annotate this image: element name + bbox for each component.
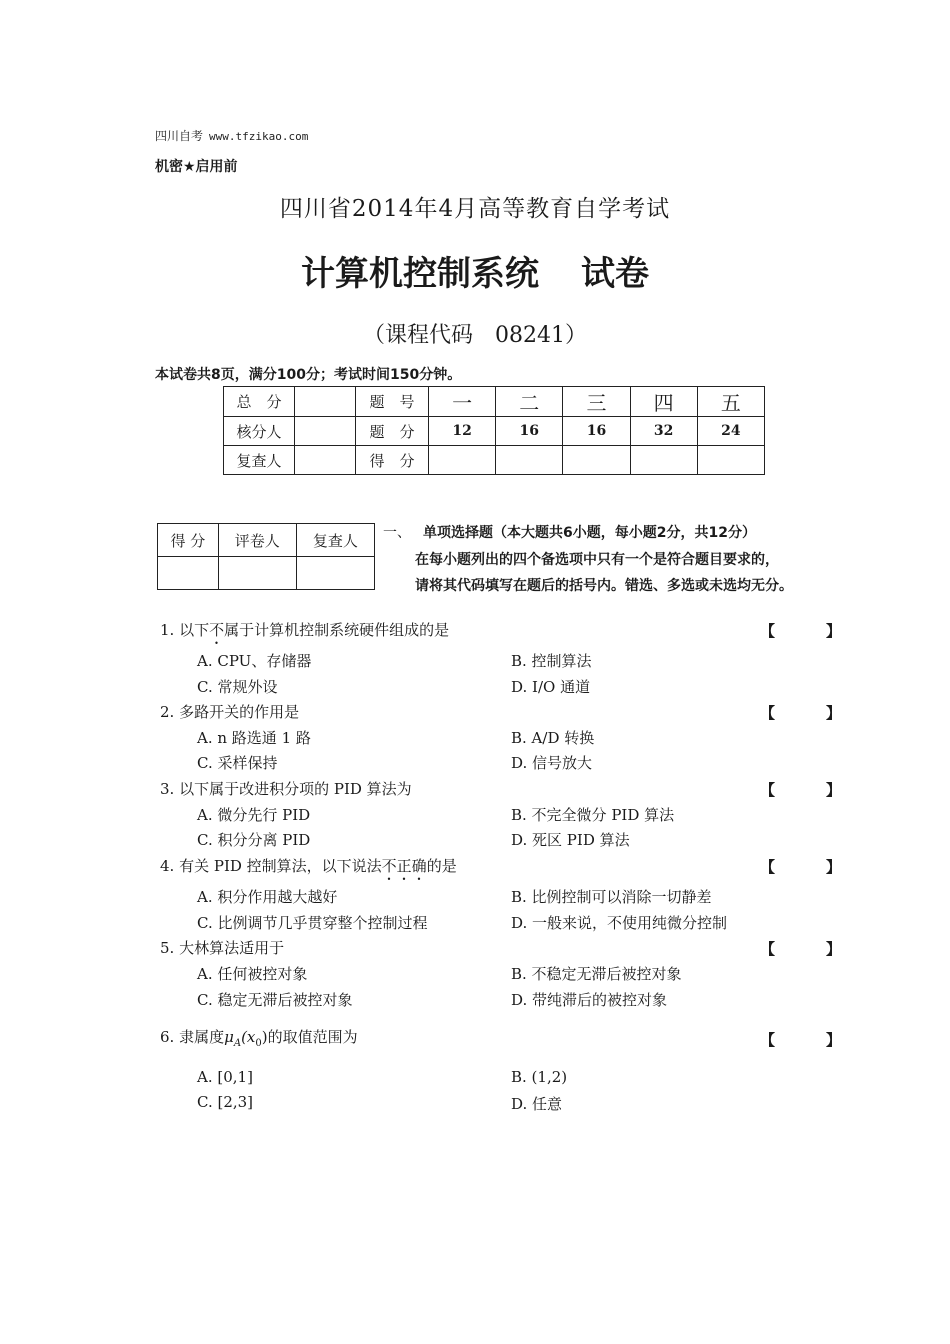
exam-info: 本试卷共8页，满分100分；考试时间150分钟。 (155, 367, 462, 383)
option-c: C. 比例调节几乎贯穿整个控制过程 (197, 914, 428, 932)
answer-bracket-left: 【 (760, 1031, 776, 1049)
answer-bracket-left: 【 (760, 940, 776, 958)
question-6: 6. 隶属度$\mu_A(x_0)$的取值范围为 (160, 1028, 358, 1049)
question-1: 1. 以下不属于计算机控制系统硬件组成的是 (160, 621, 450, 639)
checker-value (295, 417, 356, 446)
question-no-label: 题 号 (356, 387, 429, 417)
question-no-5: 五 (697, 387, 764, 417)
answer-bracket-right: 】 (826, 1031, 842, 1049)
option-a: A. 积分作用越大越好 (197, 888, 338, 906)
option-b: B. 控制算法 (511, 652, 592, 670)
earned-3 (563, 446, 630, 475)
earned-4 (630, 446, 697, 475)
total-score-value (295, 387, 356, 417)
option-d: D. 信号放大 (511, 754, 593, 772)
option-a: A. 任何被控对象 (197, 965, 308, 983)
reviewer-label: 复查人 (224, 446, 295, 475)
option-c: C. 稳定无滞后被控对象 (197, 991, 353, 1009)
option-b: B. 比例控制可以消除一切静差 (511, 888, 712, 906)
grader-table (157, 523, 375, 590)
points-5: 24 (697, 417, 764, 446)
total-score-label: 总 分 (224, 387, 295, 417)
answer-bracket-right: 】 (826, 622, 842, 640)
score-row-earned (224, 446, 765, 475)
site-name: 四川自考 (155, 129, 204, 143)
exam-title: 四川省2014年4月高等教育自学考试 (279, 196, 671, 222)
option-d: D. 死区 PID 算法 (511, 831, 630, 849)
option-d: D. 带纯滞后的被控对象 (511, 991, 668, 1009)
earned-5 (697, 446, 764, 475)
question-5: 5. 大林算法适用于 (160, 939, 285, 957)
question-no-4: 四 (630, 387, 697, 417)
option-a: A. CPU、存储器 (197, 652, 312, 670)
grader-score-cell (158, 557, 219, 590)
option-b: B. 不稳定无滞后被控对象 (511, 965, 682, 983)
answer-bracket-right: 】 (826, 858, 842, 876)
section-title: 一、 单项选择题（本大题共6小题，每小题2分，共12分） (383, 525, 756, 541)
question-3: 3. 以下属于改进积分项的 PID 算法为 (160, 780, 412, 798)
section-note-1: 在每小题列出的四个备选项中只有一个是符合题目要求的， (415, 552, 779, 568)
points-label: 题 分 (356, 417, 429, 446)
question-2: 2. 多路开关的作用是 (160, 703, 300, 721)
option-a: A. n 路选通 1 路 (197, 729, 311, 747)
option-c: C. 常规外设 (197, 678, 278, 696)
option-a: A. 微分先行 PID (197, 806, 311, 824)
question-no-2: 二 (496, 387, 563, 417)
section-number: 一、 (383, 525, 411, 541)
answer-bracket-right: 】 (826, 704, 842, 722)
score-row-points (224, 417, 765, 446)
points-1: 12 (429, 417, 496, 446)
answer-bracket-right: 】 (826, 781, 842, 799)
grader-marker-cell (218, 557, 296, 590)
checker-label: 核分人 (224, 417, 295, 446)
score-table (223, 386, 765, 475)
section-note-2: 请将其代码填写在题后的括号内。错选、多选或未选均无分。 (415, 578, 793, 594)
option-d: D. 一般来说，不使用纯微分控制 (511, 914, 728, 932)
points-3: 16 (563, 417, 630, 446)
option-c: C. 积分分离 PID (197, 831, 311, 849)
option-b: B. 不完全微分 PID 算法 (511, 806, 675, 824)
option-a: A. [0,1] (197, 1068, 253, 1086)
subject-suffix: 试卷 (581, 254, 649, 294)
subject-title (0, 246, 950, 295)
secret-mark: 机密★启用前 (155, 159, 238, 175)
option-d: D. I/O 通道 (511, 678, 591, 696)
grader-score-label: 得 分 (158, 524, 219, 557)
emphasis-mark: 不正确 (381, 857, 427, 875)
option-b: B. (1,2) (511, 1068, 568, 1086)
question-4: 4. 有关 PID 控制算法，以下说法不正确的是 (160, 857, 457, 875)
option-d: D. 任意 (511, 1095, 563, 1113)
option-c: C. [2,3] (197, 1093, 254, 1111)
answer-bracket-left: 【 (760, 858, 776, 876)
course-code: （课程代码 08241） (363, 323, 587, 348)
emphasis-mark: 不 (209, 621, 225, 639)
answer-bracket-left: 【 (760, 781, 776, 799)
site-header (155, 127, 308, 144)
question-no-3: 三 (563, 387, 630, 417)
answer-bracket-left: 【 (760, 622, 776, 640)
site-url[interactable]: www.tfzikao.com (209, 130, 309, 143)
earned-2 (496, 446, 563, 475)
points-2: 16 (496, 417, 563, 446)
grader-reviewer-cell (296, 557, 374, 590)
grader-marker-label: 评卷人 (218, 524, 296, 557)
option-c: C. 采样保持 (197, 754, 278, 772)
earned-1 (429, 446, 496, 475)
answer-bracket-right: 】 (826, 940, 842, 958)
subject-name: 计算机控制系统 (301, 254, 539, 294)
question-no-1: 一 (429, 387, 496, 417)
reviewer-value (295, 446, 356, 475)
membership-symbol: μ (224, 1028, 234, 1046)
answer-bracket-left: 【 (760, 704, 776, 722)
points-4: 32 (630, 417, 697, 446)
score-row-header (224, 387, 765, 417)
option-b: B. A/D 转换 (511, 729, 595, 747)
grader-reviewer-label: 复查人 (296, 524, 374, 557)
earned-label: 得 分 (356, 446, 429, 475)
